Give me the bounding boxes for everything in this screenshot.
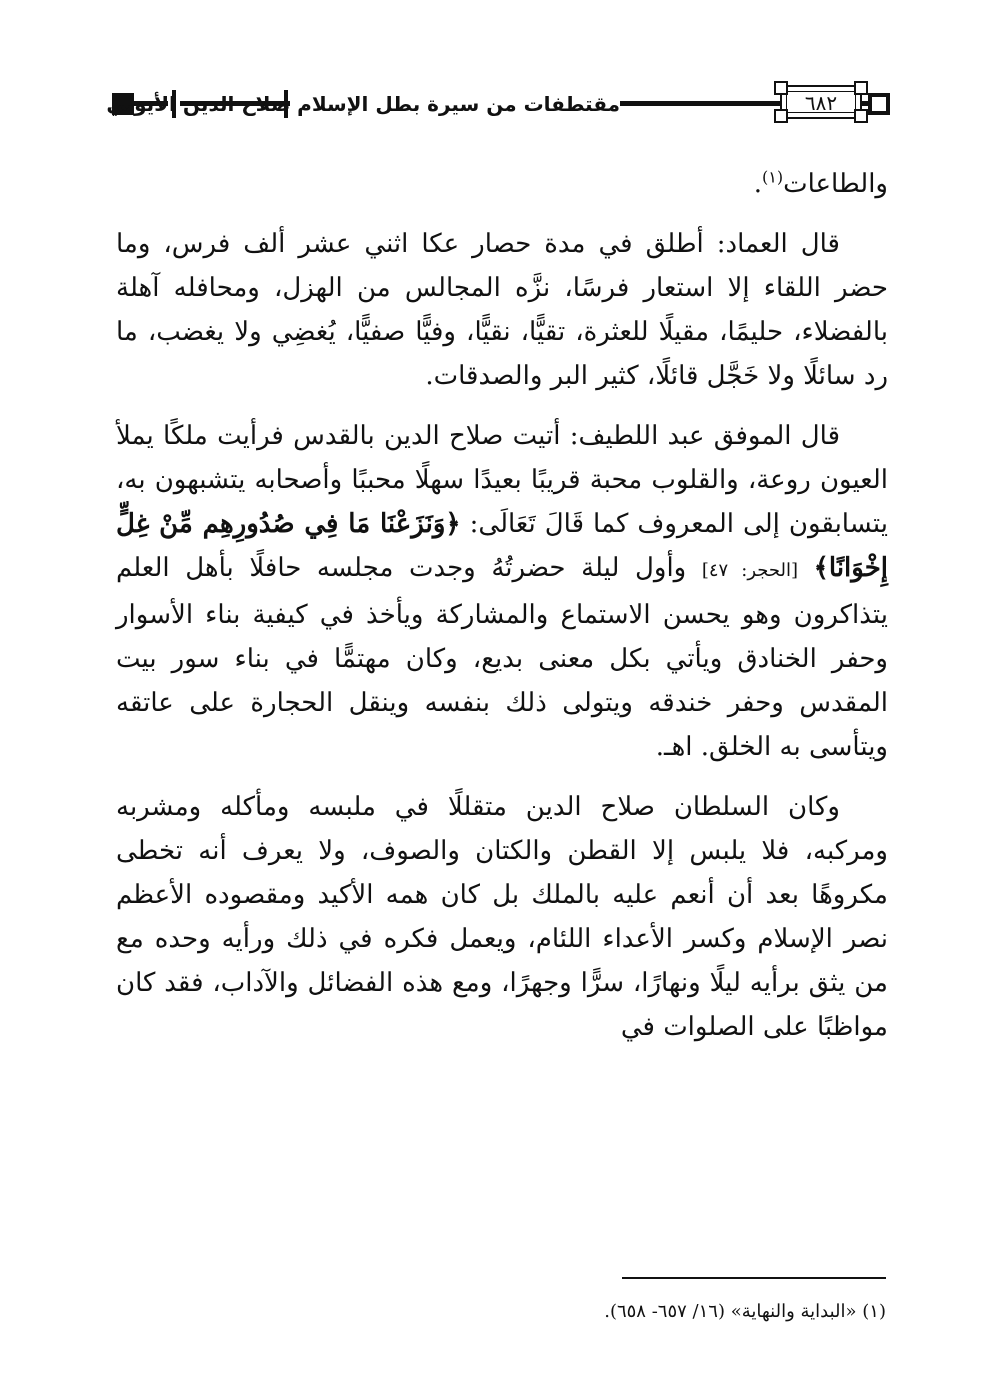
quran-verse: ﴿وَنَزَعْنَا مَا فِي صُدُورِهِم مِّنْ غِلٍّ إِخْوَانًا﴾	[116, 509, 888, 583]
footnote-text: «البداية والنهاية» (١٦/ ٦٥٧- ٦٥٨).	[604, 1301, 857, 1322]
paragraph-4: وكان السلطان صلاح الدين متقللًا في ملبسه ومأكله ومشربه ومركبه، فلا يلبس إلا القطن والكتان والصوف، ولا يعرف أنه تخطى مكروهًا بعد أن أنعم عليه بالملك بل كان همه الأكيد ومقصوده الأعظم نصر الإسلام وكسر الأعداء اللئام، ويعمل فكره في ذلك ورأيه وحده مع من يثق برأيه ليلًا ونهارًا، سرًّا وجهرًا، ومع هذه الفضائل والآداب، فقد كان مواظبًا على الصلوات في	[116, 792, 888, 1042]
paragraph-punctuation: .	[753, 169, 763, 199]
paragraph-text: والطاعات	[783, 169, 888, 199]
paragraph-text: وأول ليلة حضرتُهُ وجدت مجلسه حافلًا بأهل العلم يتذاكرون وهو يحسن الاستماع والمشاركة ويأخذ في كيفية بناء الأسوار وحفر الخنادق ويأتي بكل معنى بديع، وكان مهتمًّا في بناء سور بيت المقدس وحفر خندقه ويتولى ذلك بنفسه وينقل الحجارة على عاتقه ويتأسى به الخلق. اهـ.	[116, 553, 888, 762]
paragraph-text: قال الموفق عبد اللطيف: أتيت صلاح الدين بالقدس فرأيت ملكًا يملأ العيون روعة، والقلوب محبة قريبًا بعيدًا سهلًا محببًا وأصحابه يتشبهون به، يتسابقون إلى المعروف كما قَالَ تَعَالَى:	[116, 421, 888, 539]
frame-corner-ornament	[854, 109, 868, 123]
running-header	[106, 84, 890, 124]
page-number-frame	[780, 85, 862, 119]
paragraph-1	[116, 162, 888, 206]
footnote-separator	[622, 1277, 886, 1279]
page-number: ٦٨٢	[804, 91, 838, 115]
frame-corner-ornament	[774, 81, 788, 95]
frame-corner-ornament	[774, 109, 788, 123]
page-body	[116, 162, 888, 1065]
header-title: مقتطفات من سيرة بطل الإسلام صلاح الدين الأيوبي	[290, 88, 620, 120]
paragraph-3	[116, 414, 888, 769]
footnote-number: (١)	[862, 1301, 886, 1322]
footnote	[116, 1297, 886, 1327]
footnote-reference[interactable]: (١)	[762, 167, 784, 187]
paragraph-2: قال العماد: أطلق في مدة حصار عكا اثني عشر ألف فرس، وما حضر اللقاء إلا استعار فرسًا، نزَّه المجالس من الهزل، ومحافله آهلة بالفضلاء، حليمًا، مقيلًا للعثرة، تقيًّا، نقيًّا، وفيًّا صفيًّا، يُغضِي ولا يغضب، ما رد سائلًا ولا خَجَّل قائلًا، كثير البر والصدقات.	[116, 229, 888, 391]
frame-corner-ornament	[854, 81, 868, 95]
header-square-ornament	[868, 93, 890, 115]
verse-citation: [الحجر: ٤٧]	[701, 560, 799, 581]
header-rule	[620, 101, 780, 106]
